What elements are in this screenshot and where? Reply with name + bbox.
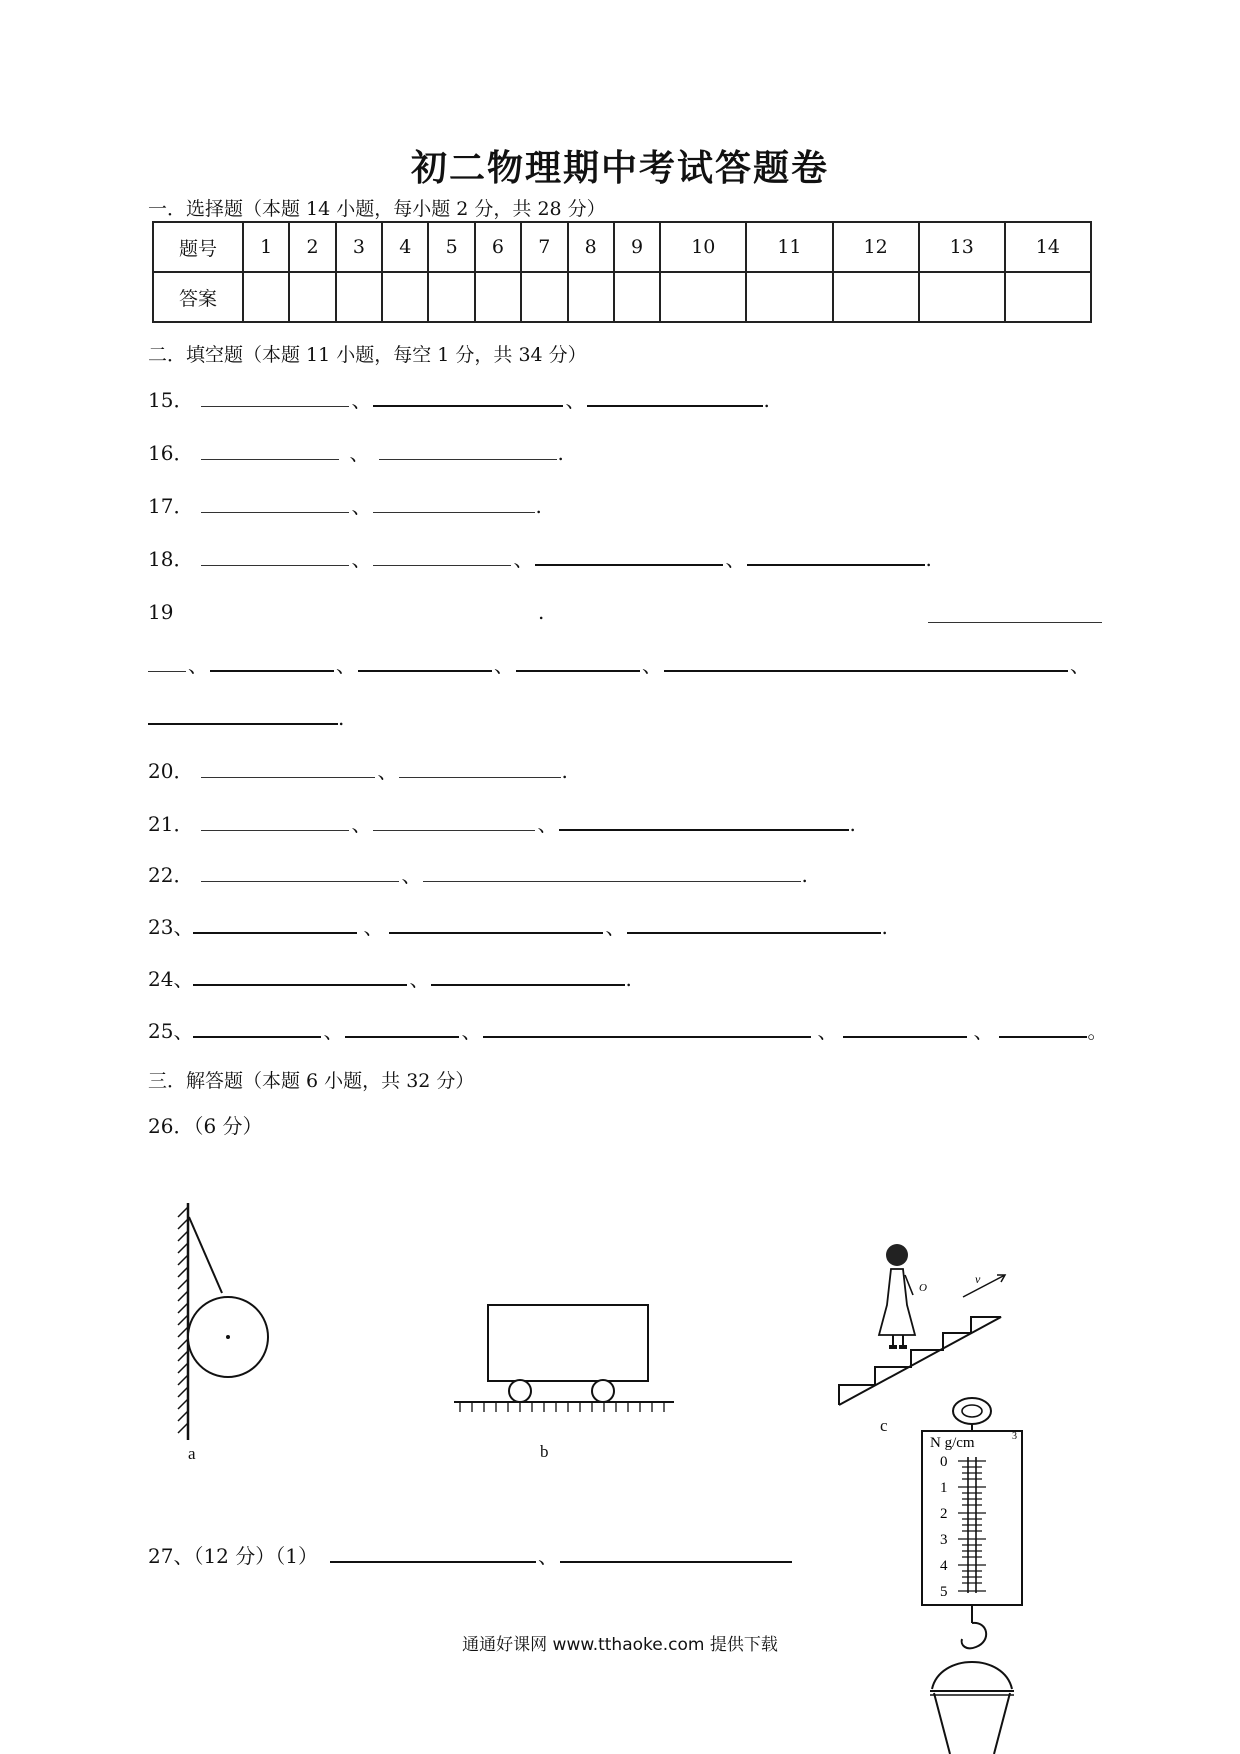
separator: 、 <box>323 1019 344 1043</box>
separator: 、 <box>537 1544 558 1568</box>
question-24 <box>148 964 632 994</box>
question-18 <box>148 544 932 574</box>
answer-blank[interactable] <box>379 439 557 460</box>
figure-a-caption: a <box>188 1444 196 1463</box>
scale-tick-label: 1 <box>940 1480 948 1496</box>
question-number: 27、（12 分）（1） <box>148 1544 318 1568</box>
answer-cell[interactable] <box>382 272 428 322</box>
section1-heading: 一．选择题（本题 14 小题，每小题 2 分，共 28 分） <box>148 198 606 220</box>
section2-heading: 二．填空题（本题 11 小题，每空 1 分，共 34 分） <box>148 344 587 366</box>
question-16 <box>148 438 564 468</box>
period: . <box>538 600 545 624</box>
question-19-line2 <box>148 650 1092 680</box>
answer-blank[interactable] <box>516 650 640 672</box>
answer-cell[interactable] <box>833 272 919 322</box>
question-number-cell: 9 <box>614 222 660 272</box>
question-number-cell: 12 <box>833 222 919 272</box>
answer-cell[interactable] <box>660 272 746 322</box>
separator: 、 <box>363 915 384 939</box>
answer-blank[interactable] <box>148 651 186 672</box>
answer-cell[interactable] <box>428 272 474 322</box>
answer-blank[interactable] <box>345 1016 459 1038</box>
figure-c-caption: c <box>880 1416 888 1435</box>
answer-cell[interactable] <box>746 272 832 322</box>
question-22 <box>148 860 808 890</box>
question-number: 25、 <box>148 1019 194 1043</box>
separator: 、 <box>336 653 356 677</box>
answer-cell[interactable] <box>475 272 521 322</box>
answer-cell[interactable] <box>521 272 567 322</box>
question-number-cell: 5 <box>428 222 474 272</box>
question-number-cell: 6 <box>475 222 521 272</box>
question-number-cell: 4 <box>382 222 428 272</box>
question-number-cell: 2 <box>289 222 335 272</box>
scale-units-superscript: 3 <box>1012 1431 1017 1442</box>
answer-blank[interactable] <box>664 650 1068 672</box>
answer-blank[interactable] <box>330 1541 536 1563</box>
answer-blank[interactable] <box>560 1541 792 1563</box>
period: . <box>849 812 856 836</box>
question-number: 19 <box>148 600 174 624</box>
question-number: 21． <box>148 812 194 836</box>
answer-cell[interactable] <box>1005 272 1091 322</box>
footer-text: 通通好课网 www.tthaoke.com 提供下载 <box>462 1635 778 1655</box>
question-number-cell: 3 <box>336 222 382 272</box>
question-number-cell: 10 <box>660 222 746 272</box>
period: . <box>535 494 542 518</box>
question-number: 17． <box>148 494 194 518</box>
period: . <box>925 547 932 571</box>
question-number: 24、 <box>148 967 194 991</box>
question-number: 23、 <box>148 915 194 939</box>
period: . <box>561 759 568 783</box>
period: . <box>801 863 808 887</box>
answer-blank[interactable] <box>373 385 563 407</box>
page-title: 初二物理期中考试答题卷 <box>410 147 829 189</box>
figure-c-escalator <box>835 1235 1010 1415</box>
question-19-line3 <box>148 703 344 733</box>
question-number: 15． <box>148 388 194 412</box>
question-number-cell: 7 <box>521 222 567 272</box>
separator: 、 <box>605 915 626 939</box>
answer-blank[interactable] <box>587 385 763 407</box>
answer-blank[interactable] <box>201 492 349 513</box>
answer-blank[interactable] <box>201 757 375 778</box>
separator: 、 <box>351 812 372 836</box>
separator: 、 <box>461 1019 482 1043</box>
answer-blank[interactable] <box>535 544 723 566</box>
question-23 <box>148 912 888 942</box>
table-header-cell: 答案 <box>153 272 243 322</box>
answer-cell[interactable] <box>568 272 614 322</box>
separator: 、 <box>513 547 534 571</box>
question-25 <box>148 1016 1107 1046</box>
answer-table <box>152 221 1092 323</box>
question-number: 16． <box>148 441 194 465</box>
answer-blank[interactable] <box>193 1016 321 1038</box>
answer-blank[interactable] <box>431 964 625 986</box>
answer-blank[interactable] <box>483 1016 811 1038</box>
answer-cell[interactable] <box>919 272 1005 322</box>
answer-blank[interactable] <box>399 757 561 778</box>
figure-b-cart <box>450 1300 690 1430</box>
section3-heading: 三．解答题（本题 6 小题，共 32 分） <box>148 1070 475 1092</box>
separator: 、 <box>725 547 746 571</box>
answer-blank[interactable] <box>201 861 399 882</box>
answer-blank[interactable] <box>201 439 339 460</box>
separator: 、 <box>188 653 208 677</box>
table-row <box>153 272 1091 322</box>
answer-blank[interactable] <box>148 703 338 725</box>
question-number-cell: 1 <box>243 222 289 272</box>
separator: 、 <box>351 388 372 412</box>
separator: 、 <box>1070 653 1090 677</box>
question-number: 22． <box>148 863 194 887</box>
question-17 <box>148 491 542 521</box>
answer-blank[interactable] <box>210 650 334 672</box>
answer-blank[interactable] <box>928 597 1102 623</box>
scale-tick-label: 2 <box>940 1506 948 1522</box>
scale-tick-label: 4 <box>940 1558 948 1574</box>
question-15 <box>148 385 770 415</box>
answer-blank[interactable] <box>627 912 881 934</box>
answer-blank[interactable] <box>358 650 492 672</box>
answer-blank[interactable] <box>389 912 603 934</box>
separator: 、 <box>565 388 586 412</box>
scale-tick-label: 5 <box>940 1584 948 1600</box>
answer-blank[interactable] <box>201 810 349 831</box>
question-number-cell: 14 <box>1005 222 1091 272</box>
answer-blank[interactable] <box>999 1016 1087 1038</box>
answer-blank[interactable] <box>559 809 849 831</box>
question-number: 20． <box>148 759 194 783</box>
table-row <box>153 222 1091 272</box>
answer-blank[interactable] <box>373 810 535 831</box>
separator: 、 <box>494 653 514 677</box>
question-27 <box>148 1541 792 1571</box>
period: . <box>763 388 770 412</box>
figure-spring-scale <box>910 1395 1040 1754</box>
period: . <box>881 915 888 939</box>
answer-blank[interactable] <box>193 912 357 934</box>
separator: 、 <box>349 441 370 465</box>
question-number-cell: 8 <box>568 222 614 272</box>
answer-blank[interactable] <box>373 545 511 566</box>
answer-cell[interactable] <box>243 272 289 322</box>
question-20 <box>148 756 568 786</box>
separator: 、 <box>817 1019 838 1043</box>
separator: 、 <box>401 863 422 887</box>
period: . <box>338 706 345 730</box>
answer-blank[interactable] <box>201 545 349 566</box>
answer-blank[interactable] <box>423 861 801 882</box>
scale-tick-label: 0 <box>940 1454 948 1470</box>
question-26: 26．（6 分） <box>148 1114 263 1138</box>
answer-blank[interactable] <box>843 1016 967 1038</box>
question-number-cell: 13 <box>919 222 1005 272</box>
answer-cell[interactable] <box>336 272 382 322</box>
scale-tick-label: 3 <box>940 1532 948 1548</box>
answer-blank[interactable] <box>373 492 535 513</box>
answer-blank[interactable] <box>201 386 349 407</box>
period: 。 <box>1087 1019 1108 1043</box>
answer-blank[interactable] <box>747 544 925 566</box>
period: . <box>557 441 564 465</box>
scale-units-label: N g/cm <box>930 1435 975 1451</box>
separator: 、 <box>642 653 662 677</box>
velocity-label: v <box>975 1272 981 1286</box>
question-19 <box>148 597 173 627</box>
separator: 、 <box>409 967 430 991</box>
answer-cell[interactable] <box>289 272 335 322</box>
figure-a-hanging-ball <box>160 1195 280 1455</box>
question-21 <box>148 809 856 839</box>
question-number: 18． <box>148 547 194 571</box>
period: . <box>625 967 632 991</box>
separator: 、 <box>351 494 372 518</box>
separator: 、 <box>973 1019 994 1043</box>
separator: 、 <box>537 812 558 836</box>
table-header-cell: 题号 <box>153 222 243 272</box>
separator: 、 <box>377 759 398 783</box>
question-number-cell: 11 <box>746 222 832 272</box>
figure-b-caption: b <box>540 1442 549 1461</box>
separator: 、 <box>351 547 372 571</box>
answer-cell[interactable] <box>614 272 660 322</box>
point-o-label: O <box>919 1282 927 1294</box>
answer-blank[interactable] <box>193 964 407 986</box>
